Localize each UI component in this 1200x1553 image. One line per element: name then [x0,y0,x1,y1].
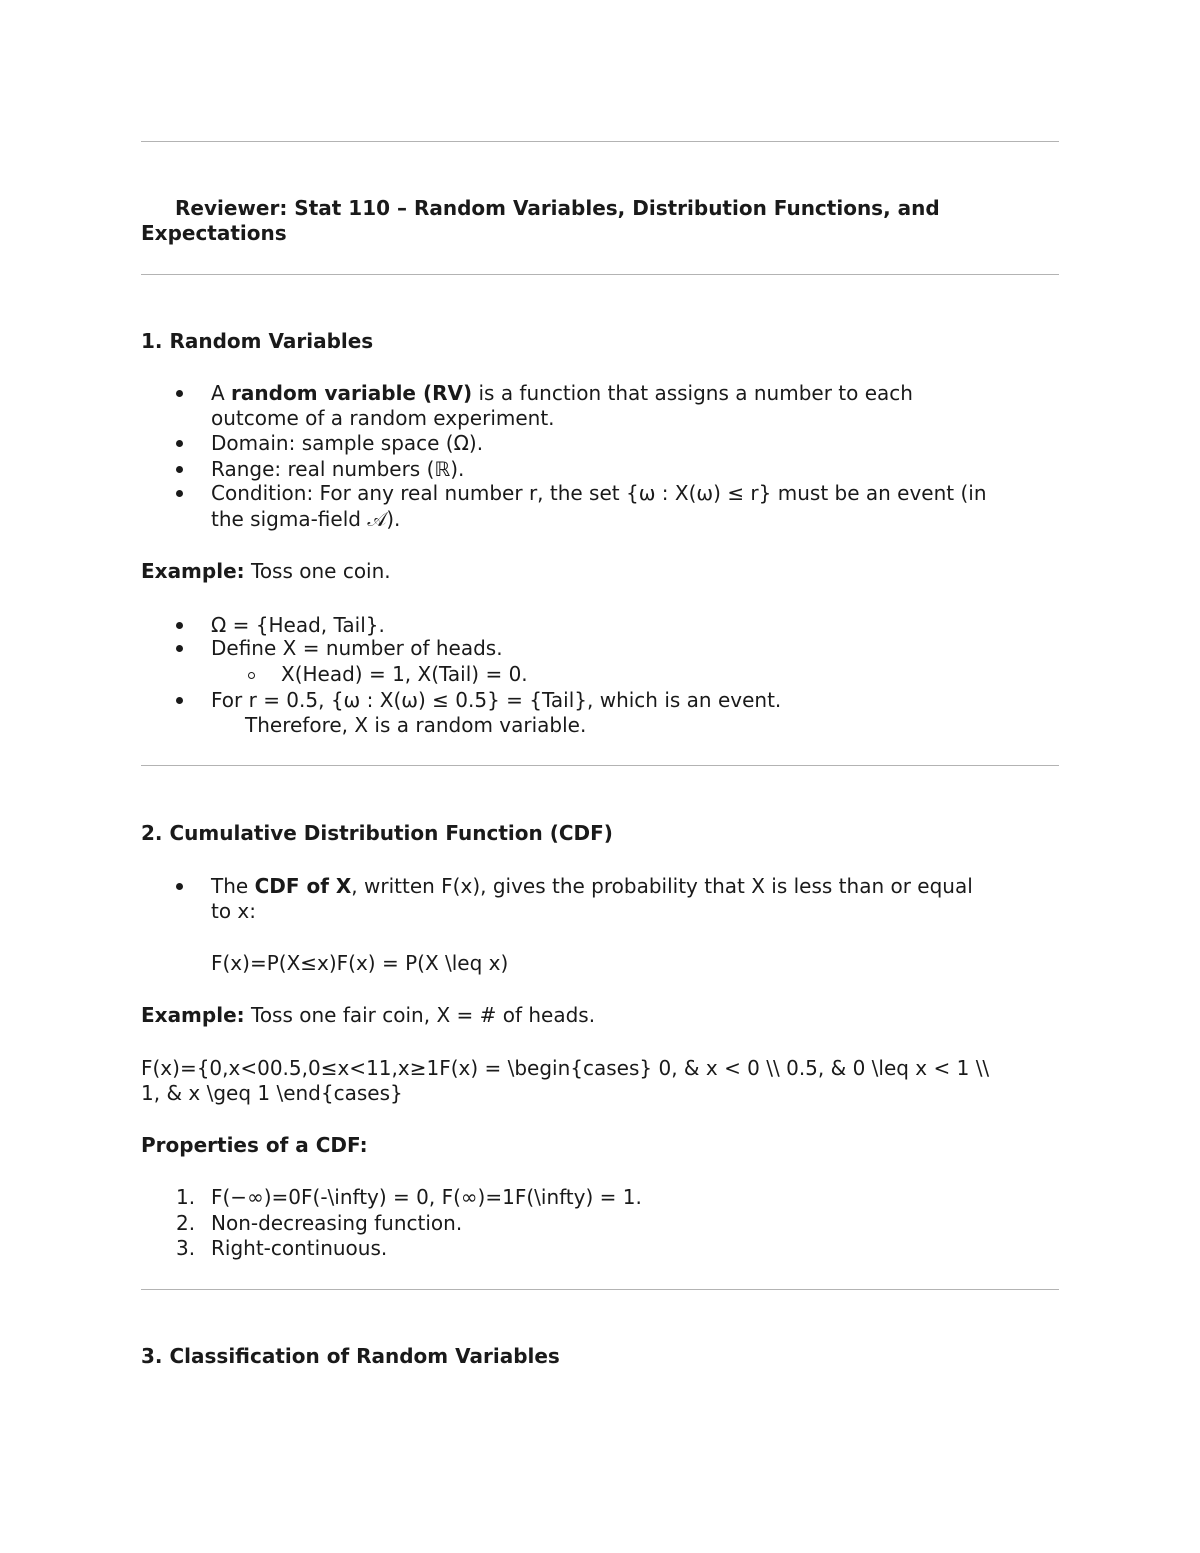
cdf-formula: F(x)=P(X≤x)F(x) = P(X \leq x) [211,951,509,975]
property-item: F(−∞)=0F(-\infty) = 0, F(∞)=1F(\infty) = 1. [211,1185,642,1209]
section-heading-cdf: 2. Cumulative Distribution Function (CDF) [141,821,613,845]
cdf-cases-formula: F(x)={0,x<00.5,0≤x<11,x≥1F(x) = \begin{cases} 0, & x < 0 \\ 0.5, & 0 \leq x < 1 \\ [141,1056,990,1080]
horizontal-rule [141,141,1059,142]
bullet-icon [176,622,183,629]
example-coin: Example: Toss one coin. [141,559,391,583]
properties-heading: Properties of a CDF: [141,1133,368,1157]
property-number: 2. [176,1211,196,1235]
rv-condition: Condition: For any real number r, the set {ω : X(ω) ≤ r} must be an event (in [211,481,987,505]
document-title-line1: Reviewer: Stat 110 – Random Variables, Distribution Functions, and [175,196,940,220]
rv-condition-cont: the sigma-field 𝒜). [211,507,401,531]
property-number: 1. [176,1185,196,1209]
property-item: Right-continuous. [211,1236,388,1260]
cdf-definition: The CDF of X, written F(x), gives the probability that X is less than or equal [211,874,973,898]
bullet-icon [176,440,183,447]
rv-definition-cont: outcome of a random experiment. [211,406,555,430]
bullet-icon [176,390,183,397]
horizontal-rule [141,1289,1059,1290]
bullet-icon [176,645,183,652]
bullet-icon [176,883,183,890]
example-sample-space: Ω = {Head, Tail}. [211,613,385,637]
horizontal-rule [141,274,1059,275]
rv-definition: A random variable (RV) is a function that assigns a number to each [211,381,913,405]
section-heading-random-variables: 1. Random Variables [141,329,374,353]
bullet-icon [176,697,183,704]
example-mapping: X(Head) = 1, X(Tail) = 0. [281,662,528,686]
property-number: 3. [176,1236,196,1260]
example-event-check: For r = 0.5, {ω : X(ω) ≤ 0.5} = {Tail}, which is an event. [211,688,782,712]
bullet-icon [176,466,183,473]
property-item: Non-decreasing function. [211,1211,463,1235]
sub-bullet-icon [248,672,255,679]
example-define-x: Define X = number of heads. [211,636,503,660]
example-fair-coin: Example: Toss one fair coin, X = # of heads. [141,1003,596,1027]
document-title-line2: Expectations [141,221,287,245]
bullet-icon [176,490,183,497]
rv-range: Range: real numbers (ℝ). [211,457,465,481]
example-conclusion: Therefore, X is a random variable. [245,713,587,737]
cdf-definition-cont: to x: [211,899,257,923]
section-heading-classification: 3. Classification of Random Variables [141,1344,560,1368]
cdf-cases-formula-cont: 1, & x \geq 1 \end{cases} [141,1081,403,1105]
horizontal-rule [141,765,1059,766]
rv-domain: Domain: sample space (Ω). [211,431,484,455]
